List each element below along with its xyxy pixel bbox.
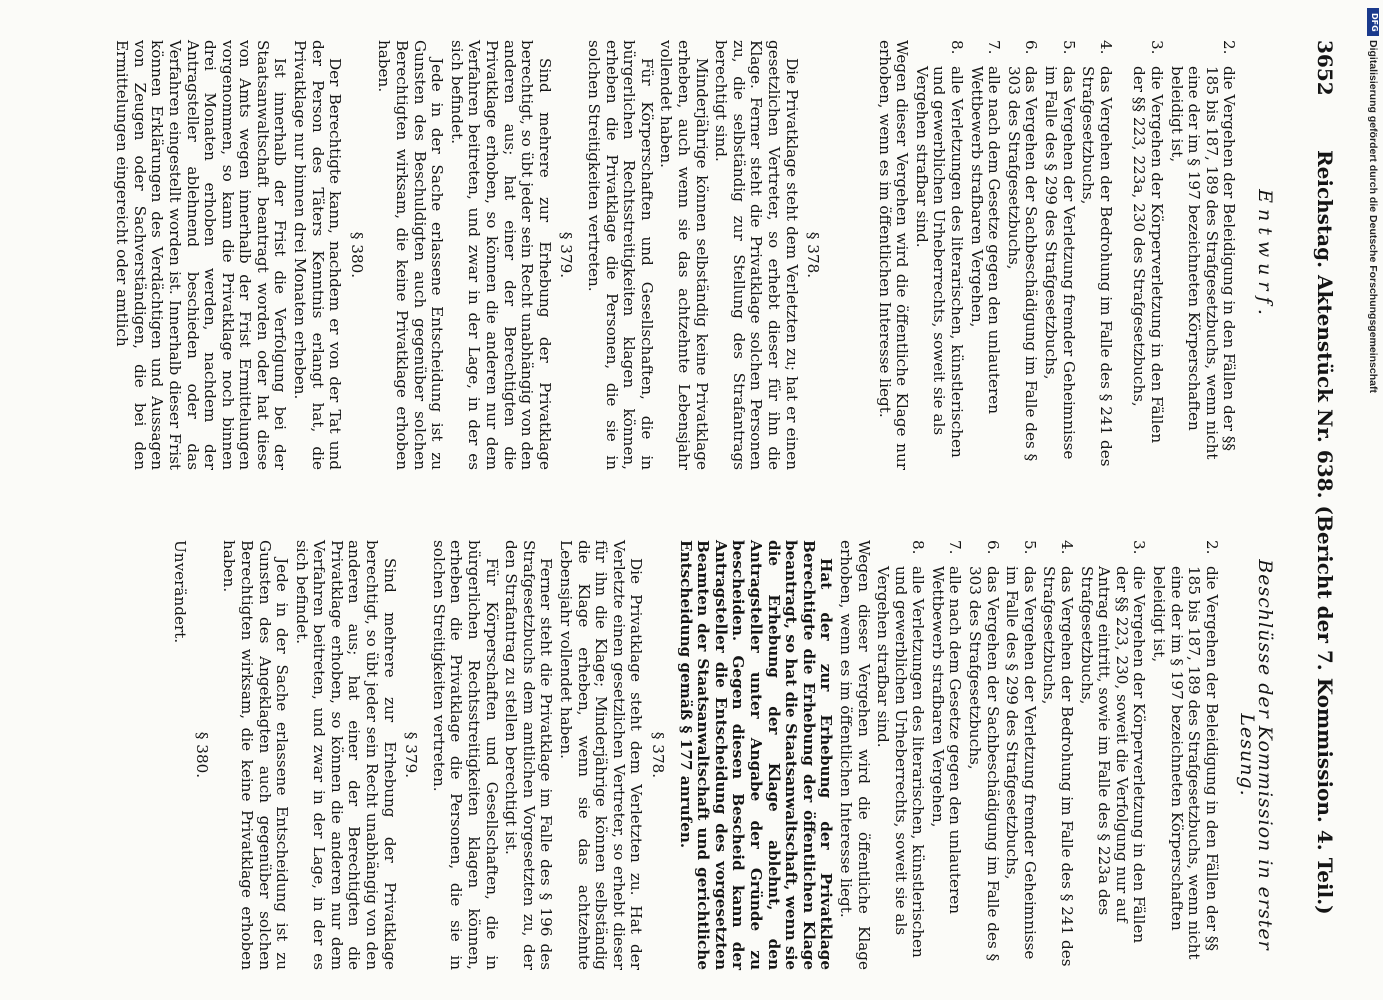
section-title: § 380. [192, 731, 211, 779]
dfg-watermark [1367, 8, 1381, 988]
paragraph: Sind mehrere zur Erhebung der Privatklage berechtigt, so übt jeder sein Recht unabhängig von den anderen aus; hat einer der Berechtigten die Privatklage erhoben, so können die anderen nur dem Verfahren beitreten, und zwar in der Lage, in der es sich befindet. [292, 540, 399, 970]
list-item: 5. das Vergehen der Verletzung fremder Geheimnisse im Falle des § 299 des Strafgesetzbuchs, [1003, 540, 1039, 960]
list-item: 7. alle nach dem Gesetze gegen den unlauteren Wettbewerb strafbaren Vergehen, [967, 40, 1004, 415]
dfg-credit-text: Digitalisierung gefördert durch die Deutsche Forschungsgemeinschaft [1367, 40, 1379, 393]
document-title: Reichstag. Aktenstück Nr. 638. (Bericht der 7. Kommission. 4. Teil.) [1313, 150, 1337, 915]
column-heading: Entwurf. [1254, 189, 1276, 321]
section-title: § 380. [347, 231, 366, 279]
column-heading: Beschlüsse der Kommission in erster Lesung. [1236, 559, 1276, 951]
list-item: 3. die Vergehen der Körperverletzung in den Fällen der §§ 223, 230, soweit die Verfolgung nur auf Antrag eintritt, sowie im Falle des § 223a des Strafgesetzbuchs, [1077, 540, 1149, 944]
amendment-paragraph: Hat der zur Erhebung der Privatklage Berechtigte die Erhebung der öffentlichen Klage beantragt, so hat die Staatsanwaltschaft, wenn sie die Erhebung der Klage ablehnt, den Antragsteller unter Angabe der Gründe zu bescheiden. Gegen diesen Bescheid kann der Antragsteller die Entscheidung des vorgesetzten Beamten der Staatsanwaltschaft und gerichtliche Entscheidung gemäß § 177 anrufen. [676, 540, 836, 970]
section-title: § 379. [557, 231, 576, 279]
paragraph: Jede in der Sache erlassene Entscheidung ist zu Gunsten des Beschuldigten auch gegenüber solchen Berechtigten wirksam, die keine Privatklage erhoben haben. [375, 40, 447, 470]
paragraph: Die Privatklage steht dem Verletzten zu. Hat der Verletzte einen gesetzlichen Vertreter, so erhebt dieser für ihn die Klage; Minderjährige können selbständig die Klage erheben, wenn sie das achtzehnte Lebensjahr vollendet haben. [557, 540, 646, 970]
closing-paragraph: Wegen dieser Vergehen wird die öffentliche Klage nur erhoben, wenn es im öffentlichen Interesse liegt. [875, 40, 912, 470]
list-item: 8. alle Verletzungen des literarischen, künstlerischen und gewerblichen Urheberrechts, soweit sie als Vergehen strafbar sind. [874, 540, 928, 958]
page-header [1303, 40, 1337, 970]
column-beschluesse [169, 540, 1276, 970]
list-item: 6. das Vergehen der Sachbeschädigung im Falle des § 303 des Strafgesetzbuchs, [1004, 40, 1041, 462]
list-item: 4. das Vergehen der Bedrohung im Falle des § 241 des Strafgesetzbuchs, [1040, 540, 1077, 967]
page-number: 3652 [1313, 40, 1337, 96]
paragraph: Für Körperschaften und Gesellschaften, die in bürgerlichen Rechtsstreitigkeiten klagen können, erheben die Privatklage die Personen, die sie in solchen Streitigkeiten vertreten. [429, 540, 501, 970]
paragraph: Jede in der Sache erlassene Entscheidung ist zu Gunsten des Angeklagten auch gegenüber solchen Berechtigten wirksam, die keine Privatklage erhoben haben. [220, 540, 292, 970]
paragraph: Der Berechtigte kann, nachdem er von der Tat und der Person des Täters Kenntnis erlangt hat, die Privatklage nur binnen drei Monaten erheben. [291, 40, 345, 470]
section-title: § 378. [804, 231, 823, 279]
paragraph: Sind mehrere zur Erhebung der Privatklage berechtigt, so übt jeder sein Recht unabhängig von den anderen aus; hat einer der Berechtigten die Privatklage erhoben, so können die anderen nur dem Verfahren beitreten, und zwar in der Lage, in der es sich befindet. [447, 40, 554, 470]
section-title: § 379. [402, 731, 421, 779]
paragraph: Die Privatklage steht dem Verletzten zu; hat er einen gesetzlichen Vertreter, so erhebt dieser für ihn die Klage. Ferner steht die Privatklage solchen Personen zu, die selbständig zur Stellung des Strafantrags berechtigt sind. [712, 40, 801, 470]
document-page [43, 40, 1337, 970]
list-item: 2. die Vergehen der Beleidigung in den Fällen der §§ 185 bis 187, 189 des Strafgesetzbuchs, wenn nicht eine der im § 197 bezeichneten Körperschaften beleidigt ist, [1150, 540, 1221, 960]
list-item: 8. alle Verletzungen des literarischen, künstlerischen und gewerblichen Urheberrechts, soweit sie als Vergehen strafbar sind. [912, 40, 967, 458]
list-item: 7. alle nach dem Gesetze gegen den unlauteren Wettbewerb strafbaren Vergehen, [928, 540, 965, 915]
list-item: 2. die Vergehen der Beleidigung in den Fällen der §§ 185 bis 187, 189 des Strafgesetzbuchs, wenn nicht eine der im § 197 bezeichneten Körperschaften beleidigt ist, [1167, 40, 1239, 460]
list-item: 6. das Vergehen der Sachbeschädigung im Falle des § 303 des Strafgesetzbuchs, [966, 540, 1002, 962]
paragraph: Unverändert. [171, 540, 190, 644]
paragraph: Minderjährige können selbständig keine Privatklage erheben, auch wenn sie das achtzehnte Lebensjahr vollendet haben. [657, 40, 711, 470]
list-item: 4. das Vergehen der Bedrohung im Falle des § 241 des Strafgesetzbuchs, [1079, 40, 1115, 467]
list-item: 3. die Vergehen der Körperverletzung in den Fällen der §§ 223, 223a, 230 des Strafgesetzbuchs, [1130, 40, 1167, 444]
column-entwurf [111, 40, 1276, 470]
paragraph: Ferner steht die Privatklage im Falle des § 196 des Strafgesetzbuchs dem amtlichen Vorgesetzten zu, der den Strafantrag zu stellen berechtigt ist. [502, 540, 556, 970]
closing-paragraph: Wegen dieser Vergehen wird die öffentliche Klage erhoben, wenn es im öffentlichen Interesse liegt. [836, 540, 873, 970]
paragraph: Ist innerhalb der Frist die Verfolgung bei der Staatsanwaltschaft beantragt worden oder hat diese von Amts wegen innerhalb der Frist Ermittelungen vorgenommen, so kann die Privatklage noch binnen drei Monaten erhoben werden, nachdem der Antragsteller ablehnend beschieden oder das Verfahren eingestellt worden ist. Innerhalb dieser Frist können Erklärungen des Verdächtigen und Aussagen von Zeugen oder Sachverständigen, die bei den Ermittelungen eingereicht oder amtlich [113, 40, 290, 470]
list-item: 5. das Vergehen der Verletzung fremder Geheimnisse im Falle des § 299 des Strafgesetzbuchs, [1042, 40, 1078, 460]
dfg-logo-icon: DFG [1367, 8, 1379, 36]
section-title: § 378. [649, 731, 667, 779]
paragraph: Für Körperschaften und Gesellschaften, die in bürgerlichen Rechtsstreitigkeiten klagen können, erheben die Privatklage die Personen, die sie in solchen Streitigkeiten vertreten. [585, 40, 656, 470]
